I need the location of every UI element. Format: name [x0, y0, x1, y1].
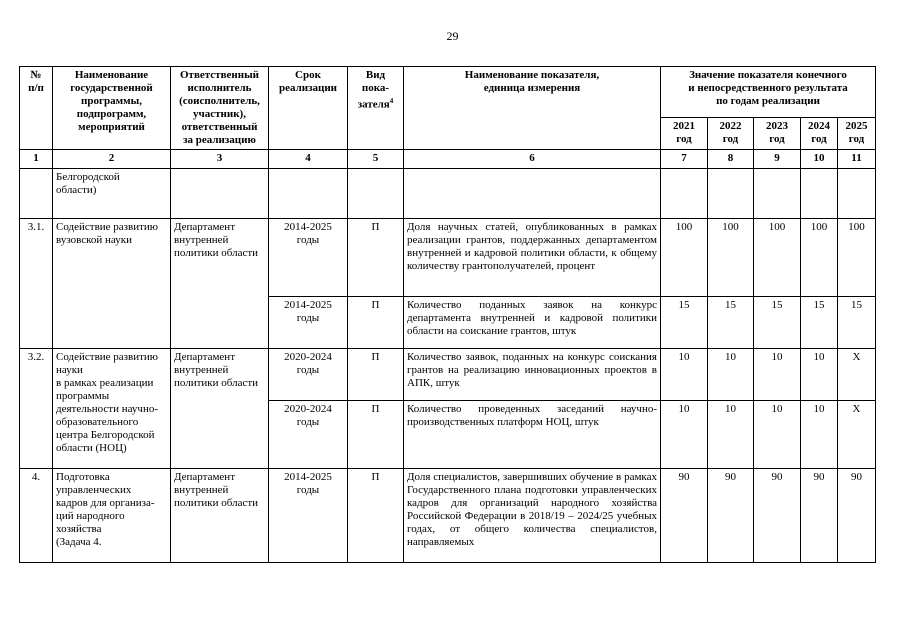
cell-value-2024: 15	[801, 297, 838, 349]
cell-value-2021: 10	[661, 349, 708, 401]
cell-program: Белгородской области)	[53, 169, 171, 219]
column-number: 4	[269, 150, 348, 169]
cell-kind: П	[348, 297, 404, 349]
cell-number	[20, 169, 53, 219]
cell-value-2021: 100	[661, 219, 708, 297]
column-number: 11	[838, 150, 876, 169]
cell-value-2023: 90	[754, 469, 801, 563]
cell-responsible: Департамент внутренней политики области	[171, 349, 269, 469]
program-table	[19, 66, 876, 563]
column-number: 9	[754, 150, 801, 169]
cell-indicator	[404, 169, 661, 219]
column-number: 2	[53, 150, 171, 169]
cell-value-2025: Х	[838, 401, 876, 469]
column-number: 5	[348, 150, 404, 169]
table-row	[20, 469, 876, 563]
page-number: 29	[446, 29, 459, 43]
cell-number: 4.	[20, 469, 53, 563]
cell-term: 2020-2024 годы	[269, 401, 348, 469]
cell-kind: П	[348, 219, 404, 297]
cell-term	[269, 169, 348, 219]
header-year-2021: 2021 год	[661, 118, 708, 150]
cell-value-2025: Х	[838, 349, 876, 401]
cell-program: Содействие развитию науки в рамках реализации программы деятельности научно- образовательного центра Белгородской области (НОЦ)	[53, 349, 171, 469]
cell-number: 3.2.	[20, 349, 53, 469]
cell-value-2022: 15	[708, 297, 754, 349]
cell-term: 2014-2025 годы	[269, 297, 348, 349]
header-term: Срок реализации	[269, 67, 348, 150]
cell-kind	[348, 169, 404, 219]
cell-value-2022: 90	[708, 469, 754, 563]
header-year-2025: 2025 год	[838, 118, 876, 150]
column-number: 8	[708, 150, 754, 169]
cell-value	[801, 169, 838, 219]
header-program: Наименование государственной программы, подпрограмм, мероприятий	[53, 67, 171, 150]
cell-indicator: Количество поданных заявок на конкурс департамента внутренней и кадровой политики области на соискание грантов, штук	[404, 297, 661, 349]
cell-indicator: Количество проведенных заседаний научно-производственных платформ НОЦ, штук	[404, 401, 661, 469]
cell-indicator: Доля научных статей, опубликованных в рамках реализации грантов, поддержанных департаментом внутренней и кадровой политики области, к общему количеству грантополучателей, процент	[404, 219, 661, 297]
cell-responsible: Департамент внутренней политики области	[171, 219, 269, 349]
cell-value-2023: 10	[754, 349, 801, 401]
cell-number: 3.1.	[20, 219, 53, 349]
cell-indicator: Доля специалистов, завершивших обучение в рамках Государственного плана подготовки управленческих кадров для организаций народного хозяйства Российской Федерации в 2018/19 – 2024/25 учебных годах, от общего количества специалистов, направляемых	[404, 469, 661, 563]
cell-value-2021: 10	[661, 401, 708, 469]
cell-indicator: Количество заявок, поданных на конкурс соискания грантов на реализацию инновационных проектов в АПК, штук	[404, 349, 661, 401]
column-number: 10	[801, 150, 838, 169]
cell-value	[838, 169, 876, 219]
cell-value-2021: 15	[661, 297, 708, 349]
cell-value-2024: 10	[801, 349, 838, 401]
cell-value-2022: 10	[708, 349, 754, 401]
column-number: 6	[404, 150, 661, 169]
table-row	[20, 349, 876, 401]
cell-value-2022: 100	[708, 219, 754, 297]
header-year-2022: 2022 год	[708, 118, 754, 150]
cell-value-2024: 10	[801, 401, 838, 469]
cell-responsible: Департамент внутренней политики области	[171, 469, 269, 563]
cell-value-2025: 15	[838, 297, 876, 349]
table-row	[20, 219, 876, 297]
cell-value-2025: 90	[838, 469, 876, 563]
cell-value-2023: 15	[754, 297, 801, 349]
header-responsible: Ответственный исполнитель (соисполнитель, участник), ответственный за реализацию	[171, 67, 269, 150]
cell-value-2023: 10	[754, 401, 801, 469]
cell-program: Подготовка управленческих кадров для организа- ций народного хозяйства (Задача 4.	[53, 469, 171, 563]
header-year-2024: 2024 год	[801, 118, 838, 150]
header-kind-footnote: 4	[389, 97, 394, 105]
cell-kind: П	[348, 401, 404, 469]
cell-value-2022: 10	[708, 401, 754, 469]
column-number: 7	[661, 150, 708, 169]
header-values: Значение показателя конечного и непосредственного результата по годам реализации	[661, 67, 876, 118]
cell-value-2024: 90	[801, 469, 838, 563]
cell-term: 2014-2025 годы	[269, 469, 348, 563]
cell-term: 2014-2025 годы	[269, 219, 348, 297]
cell-value	[708, 169, 754, 219]
column-number-row	[20, 150, 876, 169]
column-number: 1	[20, 150, 53, 169]
cell-kind: П	[348, 469, 404, 563]
cell-value-2025: 100	[838, 219, 876, 297]
cell-program: Содействие развитию вузовской науки	[53, 219, 171, 349]
cell-kind: П	[348, 349, 404, 401]
header-kind-label: Вид пока- зателя	[357, 69, 390, 111]
header-year-2023: 2023 год	[754, 118, 801, 150]
header-indicator: Наименование показателя, единица измерения	[404, 67, 661, 150]
cell-value-2023: 100	[754, 219, 801, 297]
column-number: 3	[171, 150, 269, 169]
header-kind	[348, 67, 404, 150]
cell-value-2024: 100	[801, 219, 838, 297]
cell-responsible	[171, 169, 269, 219]
cell-term: 2020-2024 годы	[269, 349, 348, 401]
cell-value-2021: 90	[661, 469, 708, 563]
cell-value	[661, 169, 708, 219]
table-row	[20, 169, 876, 219]
cell-value	[754, 169, 801, 219]
header-number: № п/п	[20, 67, 53, 150]
